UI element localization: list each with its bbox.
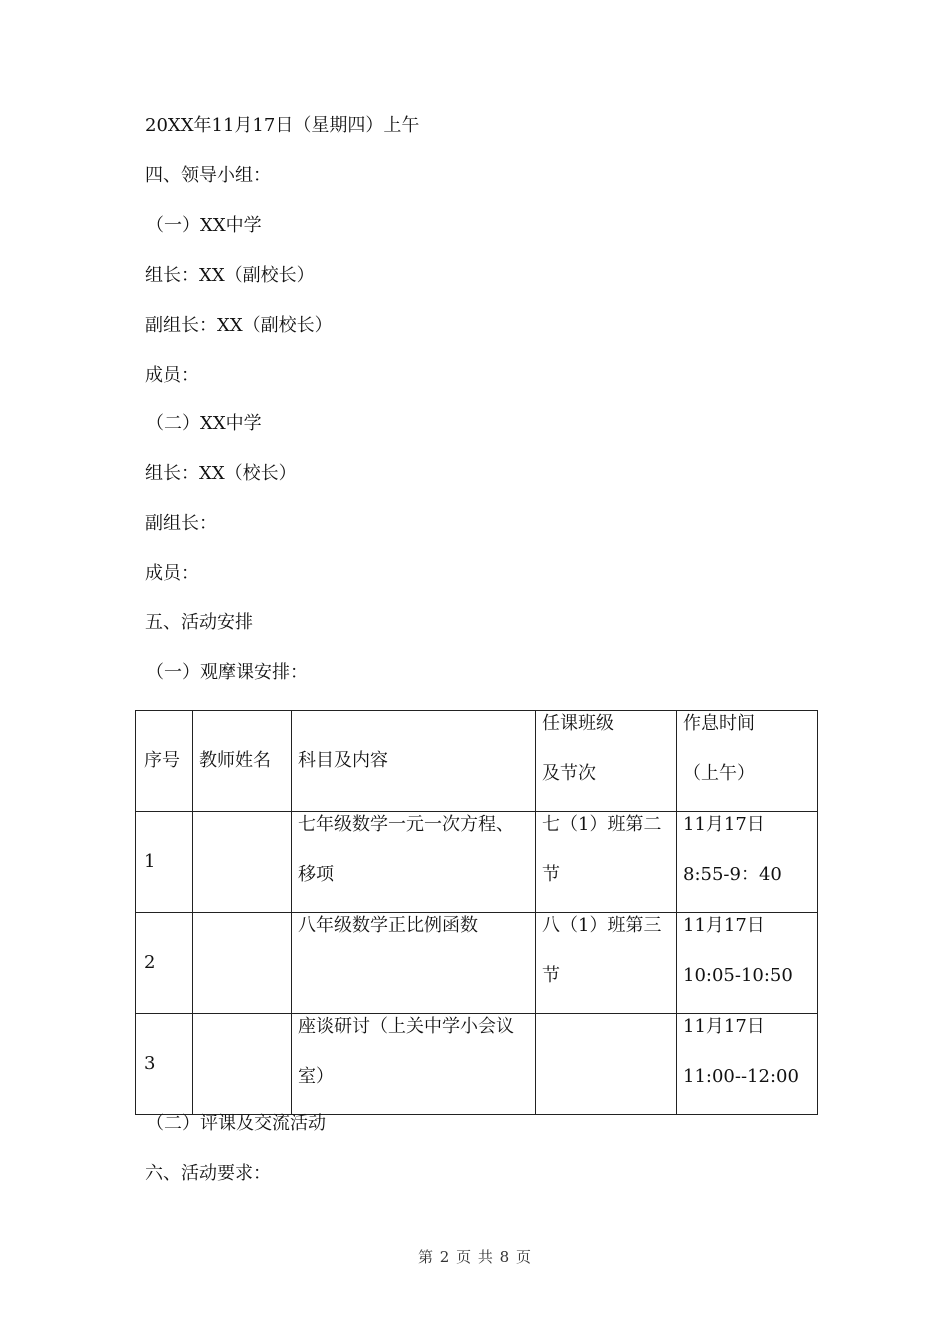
row-teacher <box>193 913 292 1014</box>
row-class-line2: 节 <box>542 864 560 885</box>
header-time-line1: 作息时间 <box>683 713 755 734</box>
row-time-line2: 8:55-9：40 <box>683 864 782 885</box>
row-subject-line1: 座谈研讨（上关中学小会议 <box>298 1016 514 1037</box>
row-class <box>536 913 677 1014</box>
row-class-line1: 八（1）班第三 <box>542 915 662 936</box>
school-one-heading: （一）XX中学 <box>146 215 262 236</box>
row-subject <box>292 913 536 1014</box>
row-subject <box>292 812 536 913</box>
header-subject: 科目及内容 <box>292 711 536 812</box>
header-class <box>536 711 677 812</box>
row-class-line1 <box>542 1014 670 1064</box>
section-heading-requirements: 六、活动要求： <box>145 1163 271 1184</box>
school-one-members: 成员： <box>145 365 199 386</box>
school-two-members: 成员： <box>145 563 199 584</box>
row-subject-line1: 七年级数学一元一次方程、 <box>298 814 514 835</box>
row-teacher <box>193 1014 292 1115</box>
row-class-line2 <box>542 1064 670 1114</box>
header-time-line2: （上午） <box>683 763 755 784</box>
school-two-heading: （二）XX中学 <box>146 413 262 434</box>
row-time <box>677 812 818 913</box>
row-subject-line2: 室） <box>298 1066 334 1087</box>
header-teacher: 教师姓名 <box>193 711 292 812</box>
row-no: 3 <box>136 1014 193 1115</box>
table-row <box>136 1014 818 1115</box>
school-two-leader: 组长：XX（校长） <box>145 463 297 484</box>
row-time-line2: 10:05-10:50 <box>683 965 793 986</box>
table-header-row <box>136 711 818 812</box>
row-subject <box>292 1014 536 1115</box>
row-subject-line2 <box>298 963 529 1013</box>
row-time-line1: 11月17日 <box>683 915 765 936</box>
row-time <box>677 913 818 1014</box>
header-no: 序号 <box>136 711 193 812</box>
table-row <box>136 913 818 1014</box>
header-class-line2: 及节次 <box>542 763 596 784</box>
row-class <box>536 1014 677 1115</box>
school-one-deputy-leader: 副组长：XX（副校长） <box>145 315 333 336</box>
page-footer: 第 2 页 共 8 页 <box>418 1248 532 1266</box>
row-class <box>536 812 677 913</box>
row-subject-line2: 移项 <box>298 864 334 885</box>
observation-class-heading: （一）观摩课安排： <box>146 662 308 683</box>
row-time-line1: 11月17日 <box>683 1016 765 1037</box>
section-heading-activities: 五、活动安排 <box>145 612 253 633</box>
section-heading-leadership: 四、领导小组： <box>145 165 271 186</box>
table-row <box>136 812 818 913</box>
row-class-line2: 节 <box>542 965 560 986</box>
row-teacher <box>193 812 292 913</box>
row-class-line1: 七（1）班第二 <box>542 814 662 835</box>
row-subject-line1: 八年级数学正比例函数 <box>298 915 478 936</box>
row-no: 1 <box>136 812 193 913</box>
row-time-line1: 11月17日 <box>683 814 765 835</box>
row-time-line2: 11:00--12:00 <box>683 1066 799 1087</box>
header-class-line1: 任课班级 <box>542 713 614 734</box>
row-time <box>677 1014 818 1115</box>
schedule-table <box>135 710 818 1115</box>
school-two-deputy-leader: 副组长： <box>145 513 217 534</box>
date-line: 20XX年11月17日（星期四）上午 <box>145 115 420 136</box>
school-one-leader: 组长：XX（副校长） <box>145 265 315 286</box>
evaluation-heading: （二）评课及交流活动 <box>146 1113 326 1134</box>
header-time <box>677 711 818 812</box>
row-no: 2 <box>136 913 193 1014</box>
